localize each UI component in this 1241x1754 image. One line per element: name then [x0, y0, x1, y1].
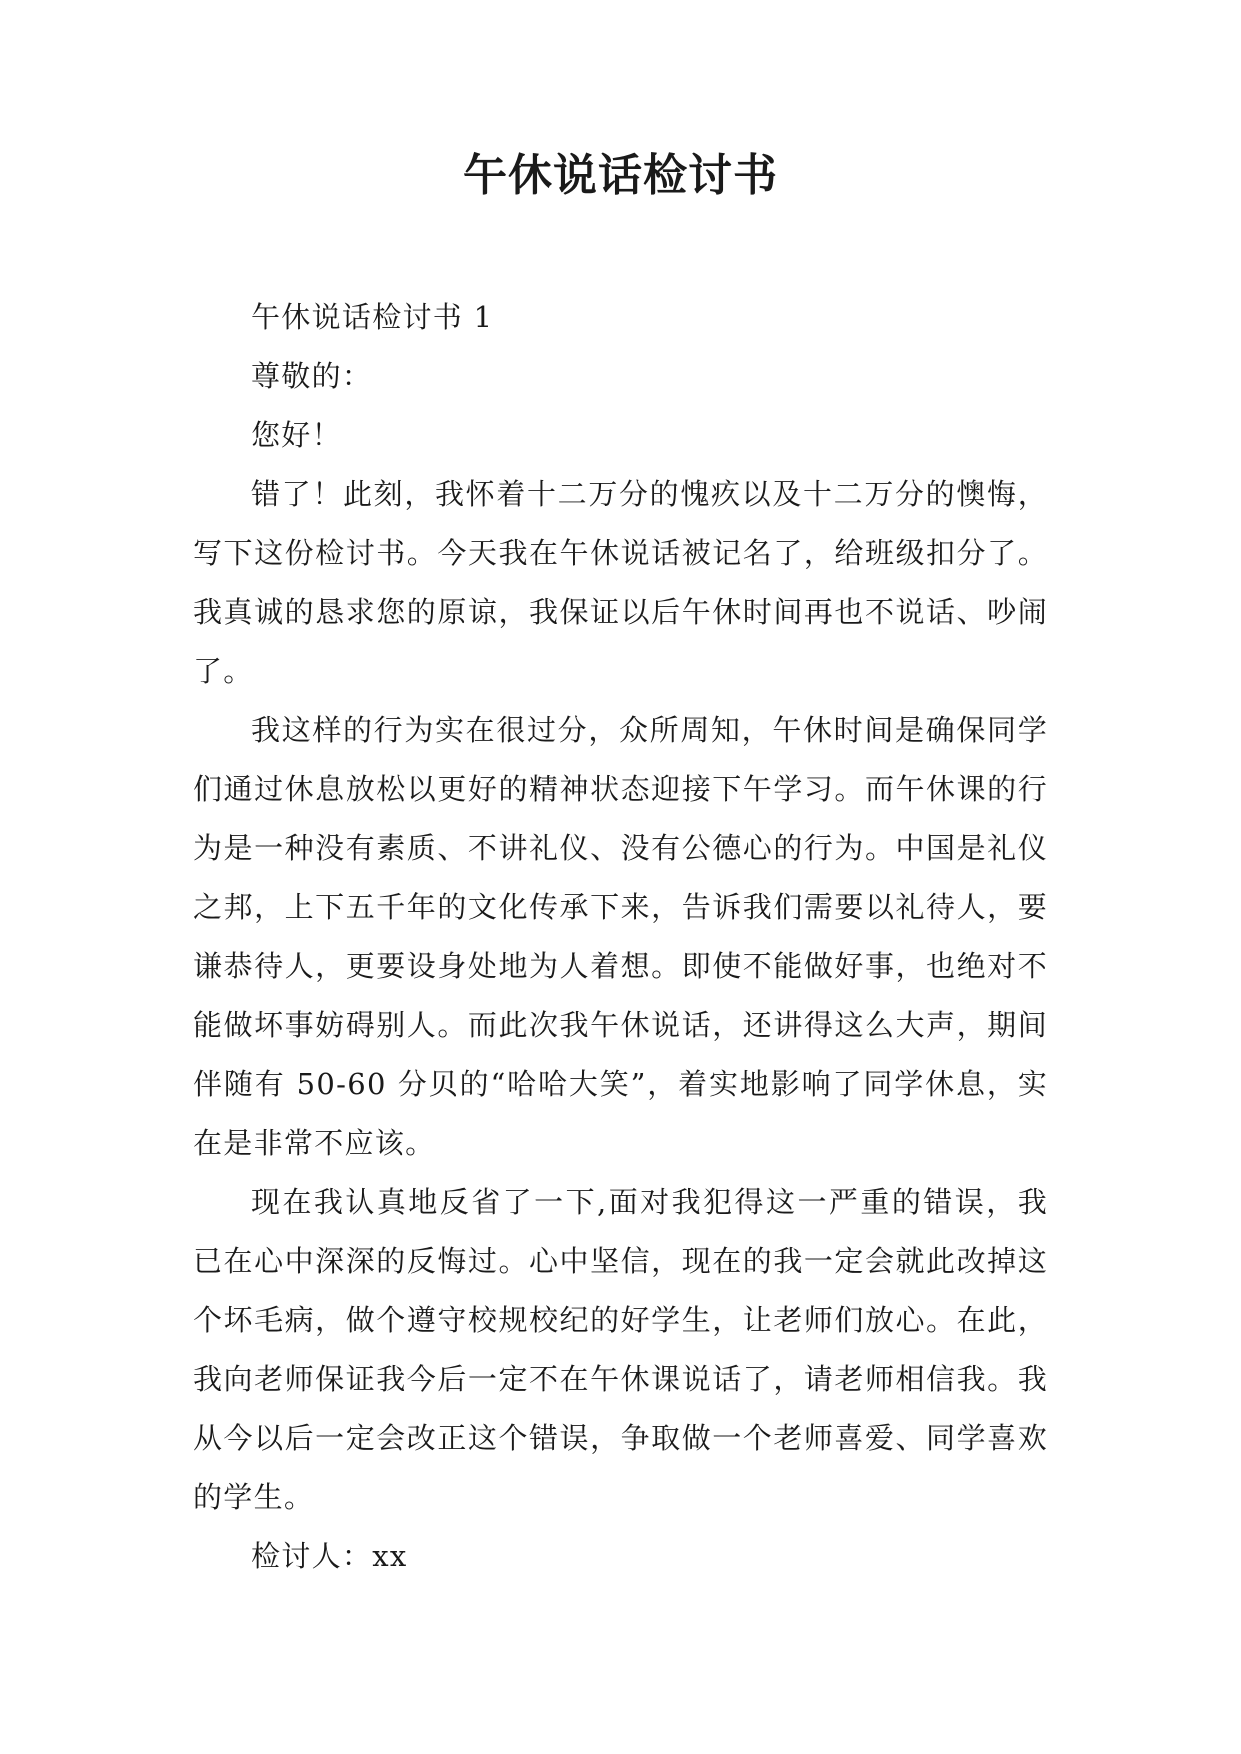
paragraph-apology: 错了！此刻，我怀着十二万分的愧疚以及十二万分的懊悔，写下这份检讨书。今天我在午休说话被记名了，给班级扣分了。我真诚的恳求您的原谅，我保证以后午休时间再也不说话、吵闹了。: [193, 477, 1048, 688]
document-title: 午休说话检讨书: [463, 150, 778, 201]
paragraph-promise: 现在我认真地反省了一下,面对我犯得这一严重的错误，我已在心中深深的反悔过。心中坚信，现在的我一定会就此改掉这个坏毛病，做个遵守校规校纪的好学生，让老师们放心。在此，我向老师保证我今后一定不在午休课说话了，请老师相信我。我从今以后一定会改正这个错误，争取做一个老师喜爱、同学喜欢的学生。: [193, 1185, 1048, 1514]
document-subtitle: 午休说话检讨书 1: [251, 300, 494, 334]
paragraph-reflection: 我这样的行为实在很过分，众所周知，午休时间是确保同学们通过休息放松以更好的精神状态迎接下午学习。而午休课的行为是一种没有素质、不讲礼仪、没有公德心的行为。中国是礼仪之邦，上下五千年的文化传承下来，告诉我们需要以礼待人，要谦恭待人，更要设身处地为人着想。即使不能做好事，也绝对不能做坏事妨碍别人。而此次我午休说话，还讲得这么大声，期间伴随有 50-60 分贝的“哈哈大笑”，着实地影响了同学休息，实在是非常不应该。: [193, 713, 1048, 1160]
signature: 检讨人：xx: [251, 1539, 408, 1573]
document-body: [193, 288, 1048, 1586]
greeting: 您好！: [251, 418, 342, 452]
salutation: 尊敬的：: [251, 359, 373, 393]
